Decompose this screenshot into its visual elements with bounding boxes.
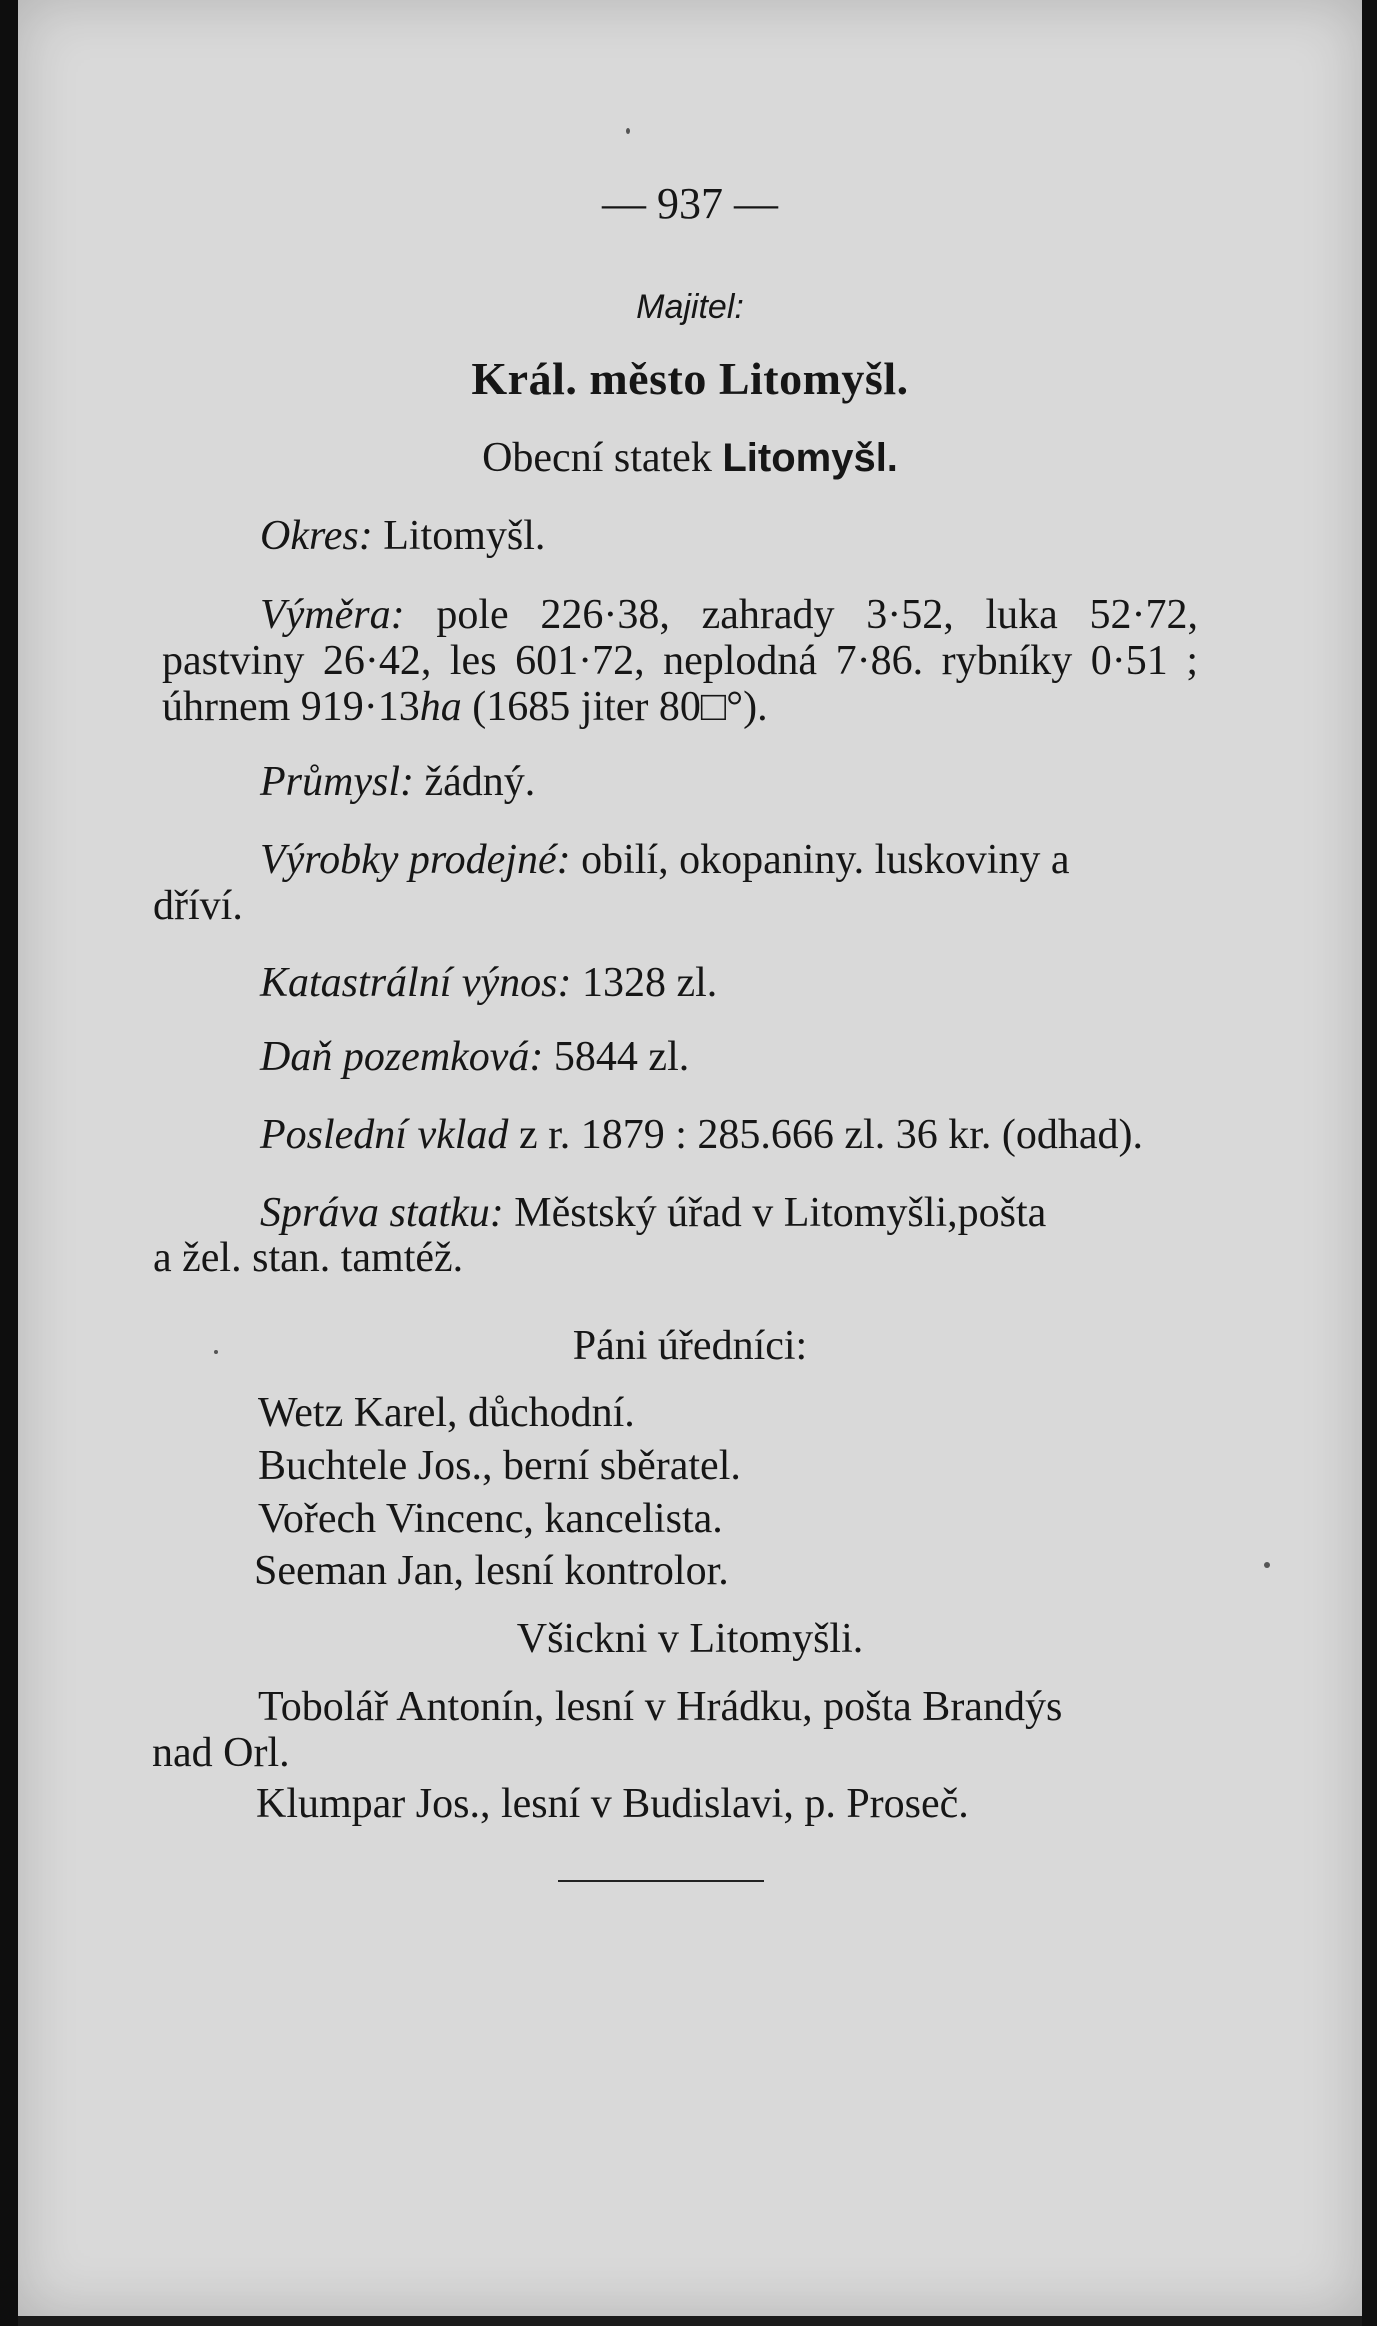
dan-line bbox=[260, 1036, 689, 1078]
estate-name: Litomyšl. bbox=[722, 436, 898, 480]
scan-left-edge bbox=[0, 0, 18, 2326]
sprava-line2: a žel. stan. tamtéž. bbox=[153, 1235, 464, 1281]
dan-label: Daň pozemková: bbox=[260, 1034, 544, 1080]
klumpar-line: Klumpar Jos., lesní v Budislavi, p. Proseč. bbox=[256, 1781, 969, 1827]
okres-label: Okres: bbox=[260, 513, 373, 559]
all-in-litomysl: Všickni v Litomyšli. bbox=[516, 1616, 864, 1662]
owner-title: Král. město Litomyšl. bbox=[471, 353, 909, 404]
speck bbox=[1264, 1562, 1270, 1568]
end-rule bbox=[558, 1880, 764, 1882]
vymera-line1 bbox=[260, 594, 1198, 636]
prumysl-line bbox=[260, 761, 535, 803]
speck bbox=[214, 1350, 218, 1354]
vymera-unit: ha bbox=[419, 684, 462, 730]
posledni-label: Poslední vklad bbox=[260, 1112, 509, 1158]
tobolar-line1: Tobolář Antonín, lesní v Hrádku, pošta Brandýs bbox=[258, 1684, 1063, 1730]
estate-line bbox=[18, 437, 1362, 479]
vymera-line3 bbox=[162, 686, 768, 728]
scan-right-edge bbox=[1362, 0, 1377, 2326]
sprava-line1-text: Městský úřad v Litomyšli,pošta bbox=[514, 1190, 1047, 1236]
dan-value: 5844 zl. bbox=[553, 1034, 690, 1080]
official-item: Wetz Karel, důchodní. bbox=[258, 1390, 635, 1436]
katastralni-label: Katastrální výnos: bbox=[260, 960, 572, 1006]
vyrobky-line2: dříví. bbox=[153, 883, 243, 929]
speck bbox=[626, 128, 630, 134]
prumysl-label: Průmysl: bbox=[260, 759, 414, 805]
okres-line bbox=[260, 515, 545, 557]
vymera-label: Výměra: bbox=[260, 592, 405, 638]
vyrobky-label: Výrobky prodejné: bbox=[260, 837, 571, 883]
katastralni-value: 1328 zl. bbox=[582, 960, 718, 1006]
page-number: — 937 — bbox=[602, 179, 778, 228]
book-page bbox=[18, 0, 1362, 2316]
estate-prefix: Obecní statek bbox=[482, 435, 712, 481]
official-item: Buchtele Jos., berní sběratel. bbox=[258, 1443, 741, 1489]
vyrobky-line1 bbox=[260, 839, 1070, 881]
vymera-line2: pastviny 26·42, les 601·72, neplodná 7·86. rybníky 0·51 ; bbox=[162, 638, 1198, 684]
official-item: Vořech Vincenc, kancelista. bbox=[258, 1496, 723, 1542]
majitel-label: Majitel: bbox=[636, 288, 744, 326]
urednici-heading: Páni úředníci: bbox=[572, 1323, 808, 1369]
okres-value: Litomyšl. bbox=[383, 513, 546, 559]
vymera-line3-tail: (1685 jiter 80□°). bbox=[461, 684, 768, 730]
posledni-line bbox=[260, 1114, 1143, 1156]
sprava-line1 bbox=[260, 1192, 1046, 1234]
official-item: Seeman Jan, lesní kontrolor. bbox=[254, 1548, 729, 1594]
tobolar-line2: nad Orl. bbox=[152, 1730, 290, 1776]
vymera-line1-text: pole 226·38, zahrady 3·52, luka 52·72, bbox=[436, 592, 1198, 638]
vyrobky-line1-text: obilí, okopaniny. luskoviny a bbox=[581, 837, 1070, 883]
posledni-value: z r. 1879 : 285.666 zl. 36 kr. (odhad). bbox=[518, 1112, 1144, 1158]
vymera-line3-head: úhrnem 919·13 bbox=[162, 684, 420, 730]
katastralni-line bbox=[260, 962, 717, 1004]
sprava-label: Správa statku: bbox=[260, 1190, 504, 1236]
prumysl-value: žádný. bbox=[424, 759, 536, 805]
